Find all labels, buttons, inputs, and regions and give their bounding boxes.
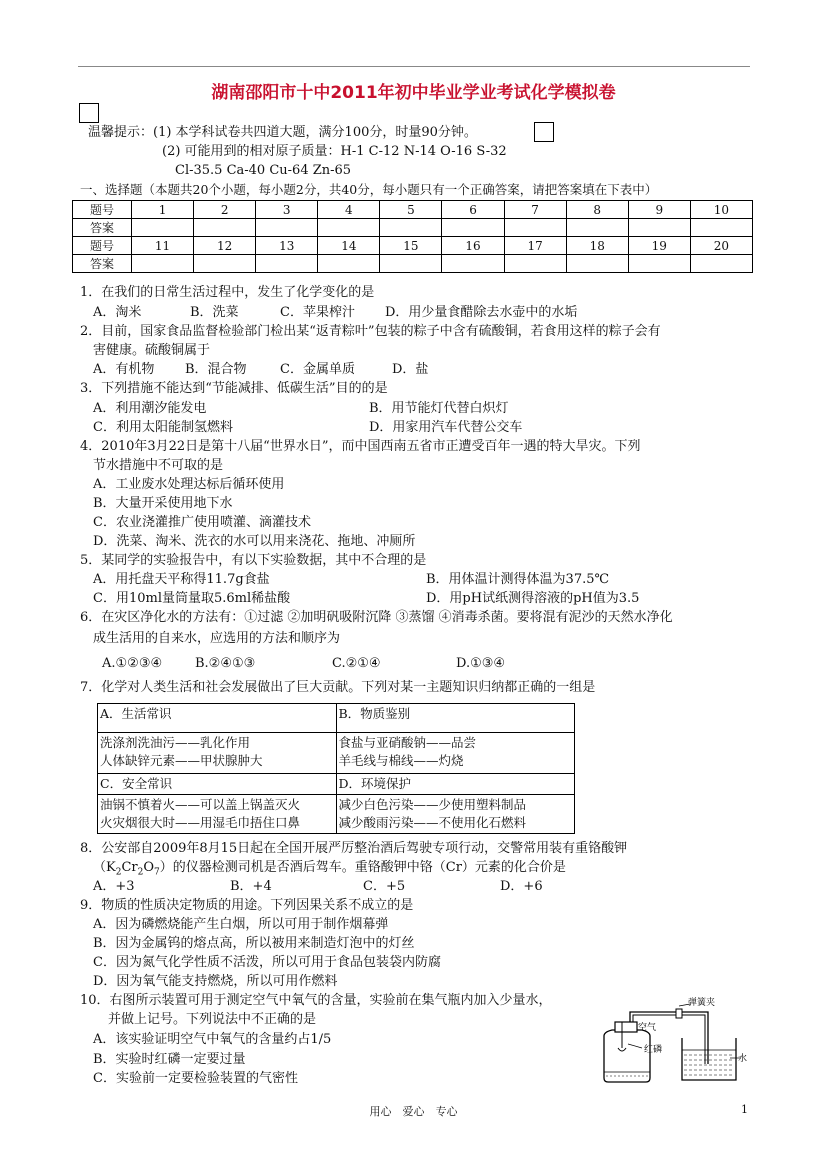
q5-option-c: C．用10ml量筒量取5.6ml稀盐酸 xyxy=(93,591,291,606)
page-footer: 用心 爱心 专心 xyxy=(369,1105,458,1118)
table-cell: 2 xyxy=(194,201,256,219)
beaker-water xyxy=(684,1055,734,1075)
spring-clip xyxy=(676,1009,682,1018)
question-1-stem: 1．在我们的日常生活过程中，发生了化学变化的是 xyxy=(80,285,375,300)
answer-cell[interactable] xyxy=(318,255,380,273)
q5-option-d: D．用pH试纸测得溶液的pH值为3.5 xyxy=(426,591,640,606)
question-8-stem-cont: $(K_2Cr_2O_7)$的仪器检测司机是否酒后驾车。重铬酸钾中铬（Cr）元素的化合价是 xyxy=(93,860,566,878)
q5-option-b: B．用体温计测得体温为37.5℃ xyxy=(426,572,610,587)
checkbox-square xyxy=(534,122,554,142)
answer-cell[interactable] xyxy=(628,219,690,237)
label-water: 水 xyxy=(738,1054,748,1064)
tips-line-3: Cl-35.5 Ca-40 Cu-64 Zn-65 xyxy=(175,163,352,178)
question-4-stem: 4．2010年3月22日是第十八届“世界水日”，而中国西南五省市正遭受百年一遇的特大旱灾。下列 xyxy=(80,439,641,454)
page-number: 1 xyxy=(741,1103,748,1116)
question-10-stem-cont: 并做上记号。下列说法中不正确的是 xyxy=(108,1012,317,1027)
question-6-stem: 6．在灾区净化水的方法有：①过滤 ②加明矾吸附沉降 ③蒸馏 ④消毒杀菌。要将混有泥沙的天然水净化 xyxy=(80,610,673,625)
q8-option-b: B．+4 xyxy=(230,879,272,894)
table-cell: 20 xyxy=(690,237,752,255)
answer-cell[interactable] xyxy=(442,219,504,237)
question-2-stem-cont: 害健康。硫酸铜属于 xyxy=(93,343,211,358)
question-6-stem-cont: 成生活用的自来水，应选用的方法和顺序为 xyxy=(93,631,341,646)
q10-option-a: A．该实验证明空气中氧气的含量约占1/5 xyxy=(93,1032,332,1047)
kb-c-line2: 火灾烟很大时——用湿毛巾捂住口鼻 xyxy=(100,815,301,830)
table-cell: 16 xyxy=(442,237,504,255)
table-cell: 9 xyxy=(628,201,690,219)
answer-cell[interactable] xyxy=(194,255,256,273)
question-8-stem: 8．公安部自2009年8月15日起在全国开展严厉整治酒后驾驶专项行动，交警常用装有重铬酸钾 xyxy=(80,841,628,856)
spoon-cup xyxy=(618,1048,626,1051)
kb-a-line1: 洗涤剂洗油污——乳化作用 xyxy=(100,735,251,750)
table-cell: 5 xyxy=(380,201,442,219)
table-cell: 答案 xyxy=(73,219,132,237)
q4-option-b: B．大量开采使用地下水 xyxy=(93,496,233,511)
apparatus-figure xyxy=(590,998,750,1086)
q3-option-c: C．利用太阳能制氢燃料 xyxy=(93,420,233,435)
table-cell: 10 xyxy=(690,201,752,219)
answer-cell[interactable] xyxy=(380,255,442,273)
answer-cell[interactable] xyxy=(256,219,318,237)
table-cell: 4 xyxy=(318,201,380,219)
kb-a-line2: 人体缺锌元素——甲状腺肿大 xyxy=(100,753,263,768)
tips-line-1: 温馨提示：(1) 本学科试卷共四道大题，满分100分，时量90分钟。 xyxy=(88,125,477,140)
table-cell: 题号 xyxy=(73,201,132,219)
q5-option-a: A．用托盘天平称得11.7g食盐 xyxy=(93,572,270,587)
table-cell: 12 xyxy=(194,237,256,255)
q8-option-d: D．+6 xyxy=(500,879,543,894)
question-5-stem: 5．某同学的实验报告中，有以下实验数据，其中不合理的是 xyxy=(80,553,427,568)
answer-cell[interactable] xyxy=(132,255,194,273)
table-cell: 答案 xyxy=(73,255,132,273)
q8-option-c: C．+5 xyxy=(363,879,406,894)
q2-option-d: D．盐 xyxy=(392,362,429,377)
answer-cell[interactable] xyxy=(566,255,628,273)
q9-option-d: D．因为氧气能支持燃烧，所以可用作燃料 xyxy=(93,974,338,989)
question-9-stem: 9．物质的性质决定物质的用途。下列因果关系不成立的是 xyxy=(80,898,414,913)
checkbox-square xyxy=(79,103,99,123)
question-7-stem: 7．化学对人类生活和社会发展做出了巨大贡献。下列对某一主题知识归纳都正确的一组是 xyxy=(80,680,596,695)
stopper xyxy=(615,1022,637,1032)
table-cell: 7 xyxy=(504,201,566,219)
q1-option-d: D．用少量食醋除去水壶中的水垢 xyxy=(385,305,578,320)
table-cell: 15 xyxy=(380,237,442,255)
q9-option-b: B．因为金属钨的熔点高，所以被用来制造灯泡中的灯丝 xyxy=(93,936,415,951)
q4-option-a: A．工业废水处理达标后循环使用 xyxy=(93,477,285,492)
label-clip: 弹簧夹 xyxy=(688,998,716,1008)
answer-cell[interactable] xyxy=(504,255,566,273)
answer-cell[interactable] xyxy=(690,219,752,237)
table-cell: 11 xyxy=(132,237,194,255)
question-3-stem: 3．下列措施不能达到“节能减排、低碳生活”目的的是 xyxy=(80,381,388,396)
q3-option-a: A．利用潮汐能发电 xyxy=(93,401,207,416)
page-title: 湖南邵阳市十中2011年初中毕业学业考试化学模拟卷 xyxy=(211,83,616,103)
q2-option-a: A．有机物 xyxy=(93,362,155,377)
kb-head-c: C．安全常识 xyxy=(98,774,337,795)
glass-tube xyxy=(630,1012,708,1064)
kb-d-line1: 减少白色污染——少使用塑料制品 xyxy=(338,797,527,812)
kb-b-line2: 羊毛线与棉线——灼烧 xyxy=(338,753,464,768)
kb-head-a: A．生活常识 xyxy=(98,704,337,733)
answer-cell[interactable] xyxy=(442,255,504,273)
q9-option-c: C．因为氮气化学性质不活泼，所以可用于食品包装袋内防腐 xyxy=(93,955,441,970)
q6-option-b: B.②④①③ xyxy=(195,656,256,671)
q1-option-b: B．洗菜 xyxy=(190,305,239,320)
q6-option-a: A.①②③④ xyxy=(102,656,163,671)
answer-cell[interactable] xyxy=(690,255,752,273)
beaker xyxy=(682,1038,736,1080)
table-cell: 题号 xyxy=(73,237,132,255)
gas-bottle xyxy=(604,1030,650,1082)
q1-option-c: C．苹果榨汁 xyxy=(280,305,355,320)
knowledge-table xyxy=(97,703,575,834)
answer-cell[interactable] xyxy=(628,255,690,273)
q10-option-c: C．实验前一定要检验装置的气密性 xyxy=(93,1071,298,1086)
answer-cell[interactable] xyxy=(504,219,566,237)
q3-option-d: D．用家用汽车代替公交车 xyxy=(369,420,523,435)
question-4-stem-cont: 节水措施中不可取的是 xyxy=(93,458,224,473)
kb-b-line1: 食盐与亚硝酸钠——品尝 xyxy=(338,735,477,750)
answer-cell[interactable] xyxy=(256,255,318,273)
q6-option-c: C.②①④ xyxy=(332,656,381,671)
table-cell: 13 xyxy=(256,237,318,255)
table-cell: 19 xyxy=(628,237,690,255)
header-rule xyxy=(78,66,750,67)
table-cell: 17 xyxy=(504,237,566,255)
q2-option-c: C．金属单质 xyxy=(280,362,355,377)
q1-option-a: A．淘米 xyxy=(93,305,142,320)
table-cell: 8 xyxy=(566,201,628,219)
section-heading: 一、选择题（本题共20个小题，每小题2分，共40分，每小题只有一个正确答案，请把答案填在下表中） xyxy=(80,182,658,197)
answer-cell[interactable] xyxy=(132,219,194,237)
table-cell: 6 xyxy=(442,201,504,219)
answer-table xyxy=(72,200,753,273)
q4-option-c: C．农业浇灌推广使用喷灌、滴灌技术 xyxy=(93,515,311,530)
kb-head-b: B．物质鉴别 xyxy=(336,704,575,733)
q9-option-a: A．因为磷燃烧能产生白烟，所以可用于制作烟幕弹 xyxy=(93,917,389,932)
q10-option-b: B．实验时红磷一定要过量 xyxy=(93,1052,246,1067)
label-air: 空气 xyxy=(638,1023,657,1033)
q8-option-a: A．+3 xyxy=(93,879,135,894)
table-cell: 18 xyxy=(566,237,628,255)
table-cell: 14 xyxy=(318,237,380,255)
answer-cell[interactable] xyxy=(566,219,628,237)
label-phosphorus: 红磷 xyxy=(644,1045,663,1055)
table-cell: 3 xyxy=(256,201,318,219)
answer-cell[interactable] xyxy=(318,219,380,237)
tips-line-2: (2) 可能用到的相对原子质量：H-1 C-12 N-14 O-16 S-32 xyxy=(162,144,507,159)
q2-option-b: B．混合物 xyxy=(185,362,247,377)
q6-option-d: D.①③④ xyxy=(456,656,506,671)
q4-option-d: D．洗菜、淘米、洗衣的水可以用来浇花、拖地、冲厕所 xyxy=(93,534,416,549)
question-10-stem: 10．右图所示装置可用于测定空气中氧气的含量，实验前在集气瓶内加入少量水， xyxy=(80,993,552,1008)
answer-cell[interactable] xyxy=(380,219,442,237)
q3-option-b: B．用节能灯代替白炽灯 xyxy=(369,401,509,416)
answer-cell[interactable] xyxy=(194,219,256,237)
table-cell: 1 xyxy=(132,201,194,219)
kb-d-line2: 减少酸雨污染——不使用化石燃料 xyxy=(338,815,527,830)
kb-c-line1: 油锅不慎着火——可以盖上锅盖灭火 xyxy=(100,797,301,812)
kb-head-d: D．环境保护 xyxy=(336,774,575,795)
question-2-stem: 2．目前，国家食品监督检验部门检出某“返青粽叶”包装的粽子中含有硫酸铜，若食用这样的粽子会有 xyxy=(80,324,661,339)
